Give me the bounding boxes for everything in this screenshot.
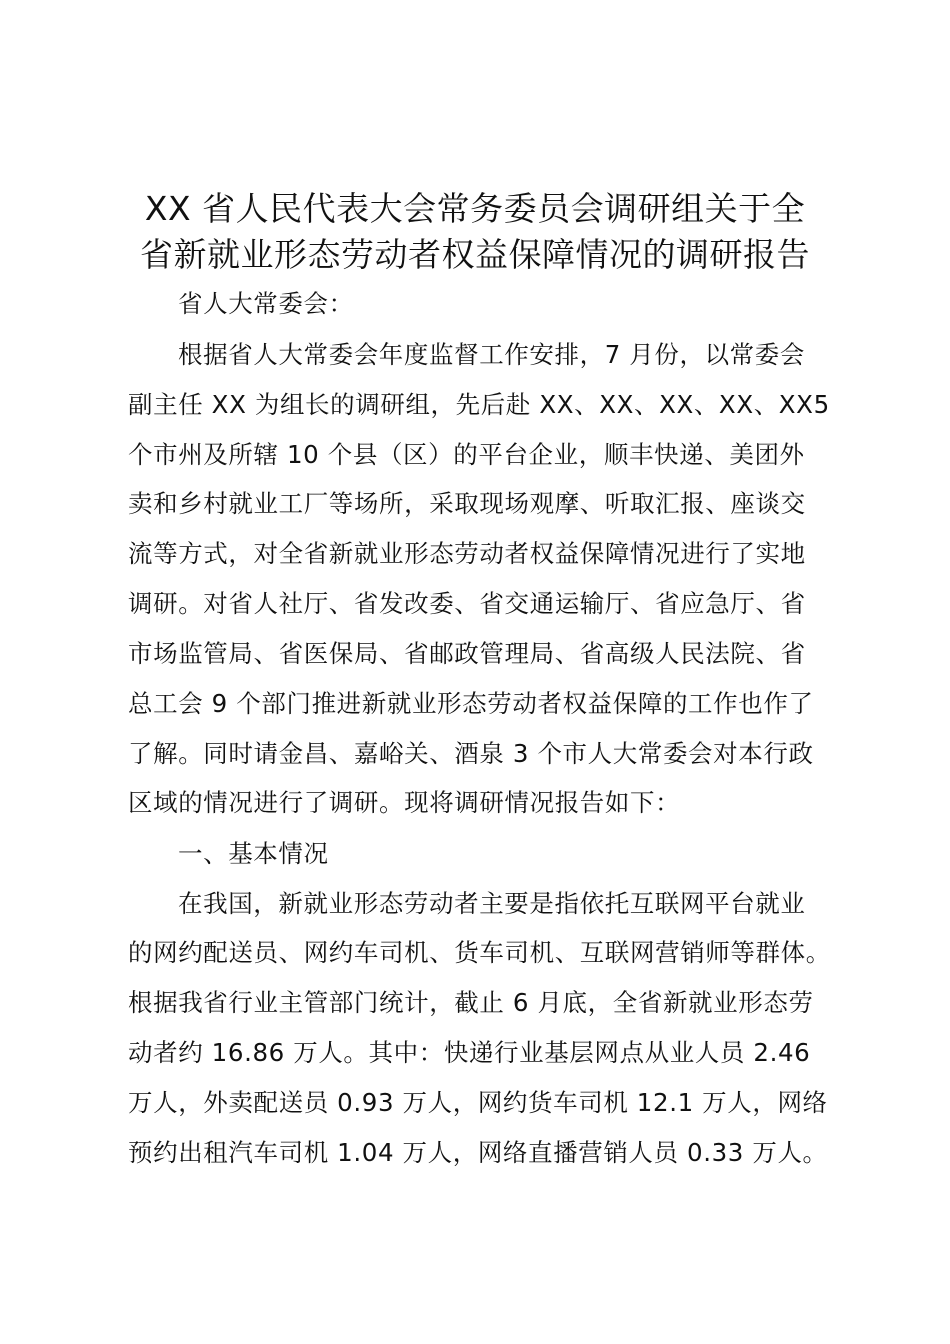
paragraph-1-line: 了解。同时请金昌、嘉峪关、酒泉 3 个市人大常委会对本行政 [128,739,814,768]
paragraph-1-line: 调研。对省人社厅、省发改委、省交通运输厅、省应急厅、省 [128,589,806,618]
paragraph-2-line: 动者约 16.86 万人。其中：快递行业基层网点从业人员 2.46 [128,1038,811,1067]
report-title-line-1: XX 省人民代表大会常务委员会调研组关于全 [144,189,806,228]
paragraph-1-line: 根据省人大常委会年度监督工作安排，7 月份，以常委会 [178,340,805,369]
paragraph-1-line: 卖和乡村就业工厂等场所，采取现场观摩、听取汇报、座谈交 [128,489,806,518]
paragraph-2-line: 在我国，新就业形态劳动者主要是指依托互联网平台就业 [178,889,806,918]
section-heading-basic-situation: 一、基本情况 [178,839,329,868]
paragraph-1-line: 副主任 XX 为组长的调研组，先后赴 XX、XX、XX、XX、XX5 [128,390,830,419]
paragraph-2-line: 万人，外卖配送员 0.93 万人，网约货车司机 12.1 万人，网络 [128,1088,828,1117]
paragraph-1-line: 市场监管局、省医保局、省邮政管理局、省高级人民法院、省 [128,639,806,668]
salutation: 省人大常委会： [178,289,354,318]
paragraph-1-line: 区域的情况进行了调研。现将调研情况报告如下： [128,788,681,817]
paragraph-1-line: 个市州及所辖 10 个县（区）的平台企业，顺丰快递、美团外 [128,440,805,469]
paragraph-2-line: 的网约配送员、网约车司机、货车司机、互联网营销师等群体。 [128,938,831,967]
paragraph-2-line: 根据我省行业主管部门统计，截止 6 月底，全省新就业形态劳 [128,988,814,1017]
paragraph-2-line: 预约出租汽车司机 1.04 万人，网络直播营销人员 0.33 万人。 [128,1138,828,1167]
paragraph-1-line: 总工会 9 个部门推进新就业形态劳动者权益保障的工作也作了 [128,689,814,718]
report-title-line-2: 省新就业形态劳动者权益保障情况的调研报告 [140,235,810,274]
paragraph-1-line: 流等方式，对全省新就业形态劳动者权益保障情况进行了实地 [128,539,806,568]
